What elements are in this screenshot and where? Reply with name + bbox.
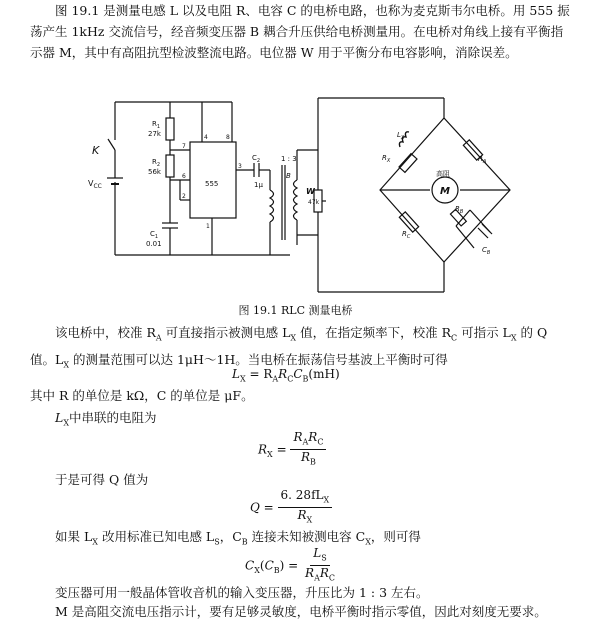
equation-4: $C_X(C_B)$ = $\frac{L_S}{R_AR_C}$ bbox=[245, 546, 336, 583]
resistor-rx bbox=[399, 154, 417, 173]
svg-text:VCC: $V_{CC}$ bbox=[88, 179, 102, 190]
svg-text:3: 3 bbox=[238, 163, 242, 170]
body-paragraph-5: 如果 $L_X$ 改用标准已知电感 $L_S$，$C_B$ 连接未知被测电容 $C_X$，则可得 bbox=[55, 529, 421, 547]
switch-k bbox=[108, 139, 115, 150]
capacitor-cb bbox=[478, 228, 488, 238]
svg-text:CB: $C_B$ bbox=[482, 246, 491, 256]
label-k: K bbox=[92, 144, 100, 157]
body-paragraph-4: 于是可得 Q 值为 bbox=[55, 472, 149, 487]
equation-3: Q = $\frac{6. 28fL_X}{R_X}$ bbox=[250, 488, 332, 528]
svg-text:M: M bbox=[440, 186, 450, 197]
svg-text:C2: $C_2$ bbox=[252, 154, 261, 164]
svg-text:56k: 56k bbox=[148, 168, 161, 176]
svg-text:1: 1 bbox=[206, 223, 210, 230]
svg-text:1μ: 1μ bbox=[254, 181, 263, 189]
body-paragraph-2: 其中 R 的单位是 kΩ，C 的单位是 μF。 bbox=[30, 388, 254, 403]
svg-text:W: W bbox=[306, 187, 315, 196]
equation-1: $L_X = R_AR_CC_B(mH)$ bbox=[232, 367, 340, 384]
svg-text:4: 4 bbox=[204, 134, 208, 141]
svg-text:555: 555 bbox=[205, 180, 219, 188]
svg-text:1 : 3: 1 : 3 bbox=[281, 155, 297, 163]
resistor-r2 bbox=[166, 155, 174, 177]
svg-text:7: 7 bbox=[182, 143, 186, 150]
svg-text:B: B bbox=[286, 172, 291, 180]
svg-text:高阻: 高阻 bbox=[436, 170, 450, 178]
figure-caption: 图 19.1 RLC 测量电桥 bbox=[238, 304, 353, 317]
body-paragraph-1: 该电桥中，校准 $R_A$ 可直接指示被测电感 $L_X$ 值，在指定频率下，校准 $R_C$ 可指示 $L_X$ 的 Q 值。$L_X$ 的测量范围可以达 1μH～1H。当电桥在振荡信号基波上平衡时可得 bbox=[30, 325, 548, 369]
svg-text:0.01: 0.01 bbox=[146, 240, 162, 248]
svg-text:R1: $R_1$ bbox=[152, 120, 161, 130]
svg-text:RB: $R_B$ bbox=[455, 205, 464, 215]
svg-text:2: 2 bbox=[182, 193, 186, 200]
svg-text:R2: $R_2$ bbox=[152, 158, 161, 168]
svg-text:C1: $C_1$ bbox=[150, 230, 159, 240]
svg-text:27k: 27k bbox=[148, 130, 161, 138]
circuit-diagram bbox=[0, 0, 591, 300]
svg-text:8: 8 bbox=[226, 134, 230, 141]
svg-text:RA: $R_A$ bbox=[478, 155, 487, 165]
svg-text:6: 6 bbox=[182, 173, 186, 180]
equation-2: $R_X$ = $\frac{R_AR_C}{R_B}$ bbox=[258, 430, 326, 470]
battery-icon bbox=[107, 178, 123, 184]
svg-text:RX: $R_X$ bbox=[382, 154, 391, 164]
transformer-b bbox=[270, 150, 297, 255]
svg-text:RC: $R_C$ bbox=[402, 230, 411, 240]
body-paragraph-7: M 是高阻交流电压指示计，要有足够灵敏度，电桥平衡时指示零值，因此对刻度无要求。 bbox=[55, 604, 547, 619]
body-paragraph-6: 变压器可用一般晶体管收音机的输入变压器，升压比为 1 : 3 左右。 bbox=[55, 585, 429, 600]
intro-paragraph: 图 19.1 是测量电感 L 以及电阻 R、电容 C 的电桥电路，也称为麦克斯韦尔电桥。用 555 振荡产生 1kHz 交流信号，经音频变压器 B 耦合升压供给电桥测量用。在电桥对角线上接有平衡指示器 M，其中有高阻抗型检波整流电路。电位器 W 用于平衡分布电容影响，消除误差。 bbox=[30, 3, 570, 60]
resistor-r1 bbox=[166, 118, 174, 140]
svg-text:47k: 47k bbox=[308, 199, 320, 206]
svg-text:LX: $L_X$ bbox=[397, 131, 405, 141]
body-paragraph-3: $L_X$中串联的电阻为 bbox=[55, 410, 157, 428]
